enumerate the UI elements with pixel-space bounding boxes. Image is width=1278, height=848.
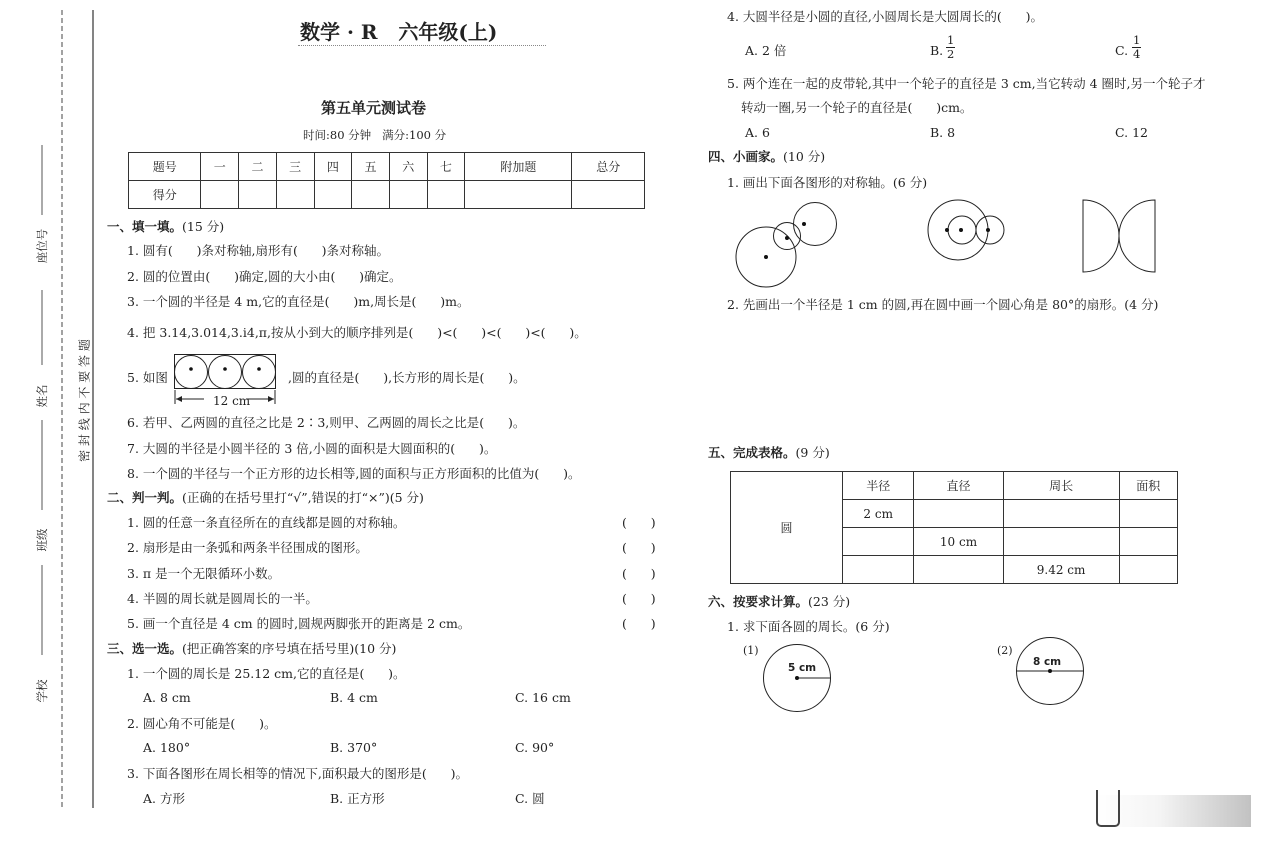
section-4-title	[708, 149, 825, 165]
s1-item-2: 2. 圆的位置由( )确定,圆的大小由( )确定。	[127, 269, 402, 284]
table-cell[interactable]: 9.42 cm	[1003, 556, 1119, 584]
score-header: 附加题	[465, 153, 572, 181]
score-header: 二	[239, 153, 277, 181]
option-b: B. 正方形	[330, 791, 385, 806]
table-cell[interactable]	[914, 556, 1003, 584]
s4-item-1: 1. 画出下面各图形的对称轴。(6 分)	[727, 175, 928, 190]
s2-item-3: 3. π 是一个无限循环小数。	[127, 566, 281, 581]
score-header: 一	[201, 153, 239, 181]
section-3-points: (把正确答案的序号填在括号里)(10 分)	[182, 641, 397, 656]
col-header: 周长	[1003, 472, 1119, 500]
section-5-points: (9 分)	[795, 445, 830, 460]
option-b: B. 370°	[330, 740, 378, 755]
seal-notice: 密 封 线 内 不 要 答 题	[77, 339, 92, 462]
section-5-heading: 五、完成表格。	[708, 445, 796, 460]
section-4-points: (10 分)	[783, 149, 826, 164]
binding-lines	[0, 0, 110, 848]
name-label: 姓名	[35, 384, 49, 408]
fig-1-label: 5 cm	[788, 662, 817, 674]
table-cell[interactable]	[1119, 500, 1177, 528]
score-cell[interactable]	[389, 181, 427, 209]
numerator: 1	[947, 33, 955, 47]
s1-item-5-tail: ,圆的直径是( ),长方形的周长是( )。	[288, 370, 526, 385]
s1-item-7: 7. 大圆的半径是小圆半径的 3 倍,小圆的面积是大圆面积的( )。	[127, 441, 497, 456]
table-cell[interactable]	[1119, 556, 1177, 584]
score-header: 三	[276, 153, 314, 181]
table-cell[interactable]	[1119, 528, 1177, 556]
section-2-title	[107, 490, 424, 506]
circle-table	[730, 471, 1178, 584]
score-cell[interactable]	[314, 181, 352, 209]
class-label: 班级	[35, 528, 49, 552]
section-1-heading: 一、填一填。	[107, 219, 183, 234]
s2-item-5: 5. 画一个直径是 4 cm 的圆时,圆规两脚张开的距离是 2 cm。	[127, 616, 471, 631]
answer-paren[interactable]: ( )	[622, 540, 656, 555]
section-6-points: (23 分)	[808, 594, 851, 609]
title-underline	[298, 45, 546, 46]
s3-item-2: 2. 圆心角不可能是( )。	[127, 716, 277, 731]
seat-label: 座位号	[35, 228, 49, 264]
score-cell[interactable]	[465, 181, 572, 209]
section-4-heading: 四、小画家。	[708, 149, 784, 164]
table-cell[interactable]: 10 cm	[914, 528, 1003, 556]
option-c: C.	[1115, 43, 1133, 58]
s4-item-2: 2. 先画出一个半径是 1 cm 的圆,再在圆中画一个圆心角是 80°的扇形。(4 分)	[727, 297, 1159, 312]
circle-diameter-figure	[1015, 637, 1095, 709]
option-a: A. 2 倍	[745, 43, 787, 58]
scan-artifact-icon	[1096, 790, 1120, 827]
fig-2-number: (2)	[997, 644, 1013, 657]
fraction-half	[946, 34, 955, 61]
option-a: A. 方形	[143, 791, 185, 806]
s2-item-1: 1. 圆的任意一条直径所在的直线都是圆的对称轴。	[127, 515, 406, 530]
score-row-label: 得分	[129, 181, 201, 209]
s6-item-1: 1. 求下面各圆的周长。(6 分)	[727, 619, 890, 634]
s2-item-2: 2. 扇形是由一条弧和两条半径围成的图形。	[127, 540, 368, 555]
option-b: B. 8	[930, 125, 956, 140]
score-cell[interactable]	[239, 181, 277, 209]
score-header: 五	[352, 153, 390, 181]
symmetry-figures	[700, 190, 1180, 290]
s3-item-4: 4. 大圆半径是小圆的直径,小圆周长是大圆周长的( )。	[727, 9, 1043, 24]
section-6-title	[708, 594, 850, 610]
option-c: C. 16 cm	[515, 690, 571, 705]
s1-item-5: 5. 如图	[127, 370, 168, 385]
fraction-quarter	[1132, 34, 1141, 61]
denominator: 4	[1133, 47, 1141, 61]
section-6-heading: 六、按要求计算。	[708, 594, 809, 609]
score-cell[interactable]	[201, 181, 239, 209]
option-b: B.	[930, 43, 948, 58]
col-header: 直径	[914, 472, 1003, 500]
s3-item-3: 3. 下面各图形在周长相等的情况下,面积最大的图形是( )。	[127, 766, 468, 781]
col-header: 面积	[1119, 472, 1177, 500]
score-header: 六	[389, 153, 427, 181]
option-a: A. 8 cm	[143, 690, 191, 705]
score-cell[interactable]	[427, 181, 465, 209]
score-header: 七	[427, 153, 465, 181]
s1-item-1: 1. 圆有( )条对称轴,扇形有( )条对称轴。	[127, 243, 390, 258]
circle-radius-figure	[760, 642, 840, 714]
option-c: C. 圆	[515, 791, 545, 806]
test-title: 第五单元测试卷	[321, 99, 427, 117]
test-meta: 时间:80 分钟 满分:100 分	[303, 128, 447, 142]
section-3-heading: 三、选一选。	[107, 641, 183, 656]
score-cell[interactable]	[572, 181, 645, 209]
table-cell[interactable]	[843, 556, 914, 584]
s1-item-4: 4. 把 3.14,3.014,3.i4̇,π,按从小到大的顺序排列是( )<( )<( )<( )。	[127, 325, 587, 340]
table-cell[interactable]	[914, 500, 1003, 528]
score-header: 总分	[572, 153, 645, 181]
s1-item-3: 3. 一个圆的半径是 4 m,它的直径是( )m,周长是( )m。	[127, 294, 470, 309]
score-table	[128, 152, 645, 209]
row-label: 圆	[731, 472, 843, 584]
table-cell[interactable]	[843, 528, 914, 556]
school-label: 学校	[35, 679, 49, 703]
fig-2-label: 8 cm	[1033, 656, 1062, 668]
score-cell[interactable]	[352, 181, 390, 209]
section-2-heading: 二、判一判。	[107, 490, 183, 505]
s3-item-1: 1. 一个圆的周长是 25.12 cm,它的直径是( )。	[127, 666, 406, 681]
option-a: A. 6	[745, 125, 770, 140]
s3-item-5-line2: 转动一圈,另一个轮子的直径是( )cm。	[741, 100, 973, 115]
s3-item-5: 5. 两个连在一起的皮带轮,其中一个轮子的直径是 3 cm,当它转动 4 圈时,另一个轮子才	[727, 76, 1206, 91]
figure-width-label: 12 cm	[213, 394, 251, 408]
section-1-points: (15 分)	[182, 219, 225, 234]
answer-paren[interactable]: ( )	[622, 515, 656, 530]
page-title: 数学 · R 六年级(上)	[300, 20, 498, 44]
score-header: 四	[314, 153, 352, 181]
fig-1-number: (1)	[743, 644, 759, 657]
section-1-title	[107, 219, 224, 235]
option-b: B. 4 cm	[330, 690, 378, 705]
answer-paren[interactable]: ( )	[622, 566, 656, 581]
section-3-title	[107, 641, 396, 657]
section-5-title	[708, 445, 830, 461]
option-c: C. 12	[1115, 125, 1148, 140]
section-2-points: (正确的在括号里打“√”,错误的打“×”)(5 分)	[182, 490, 424, 505]
s1-item-8: 8. 一个圆的半径与一个正方形的边长相等,圆的面积与正方形面积的比值为( )。	[127, 466, 581, 481]
table-cell[interactable]	[1003, 528, 1119, 556]
answer-paren[interactable]: ( )	[622, 616, 656, 631]
numerator: 1	[1133, 33, 1141, 47]
table-cell[interactable]: 2 cm	[843, 500, 914, 528]
score-header: 题号	[129, 153, 201, 181]
s1-item-6: 6. 若甲、乙两圆的直径之比是 2∶3,则甲、乙两圆的周长之比是( )。	[127, 415, 526, 430]
answer-paren[interactable]: ( )	[622, 591, 656, 606]
option-c: C. 90°	[515, 740, 555, 755]
denominator: 2	[947, 47, 955, 61]
col-header: 半径	[843, 472, 914, 500]
option-a: A. 180°	[143, 740, 191, 755]
s2-item-4: 4. 半圆的周长就是圆周长的一半。	[127, 591, 318, 606]
table-cell[interactable]	[1003, 500, 1119, 528]
score-cell[interactable]	[276, 181, 314, 209]
